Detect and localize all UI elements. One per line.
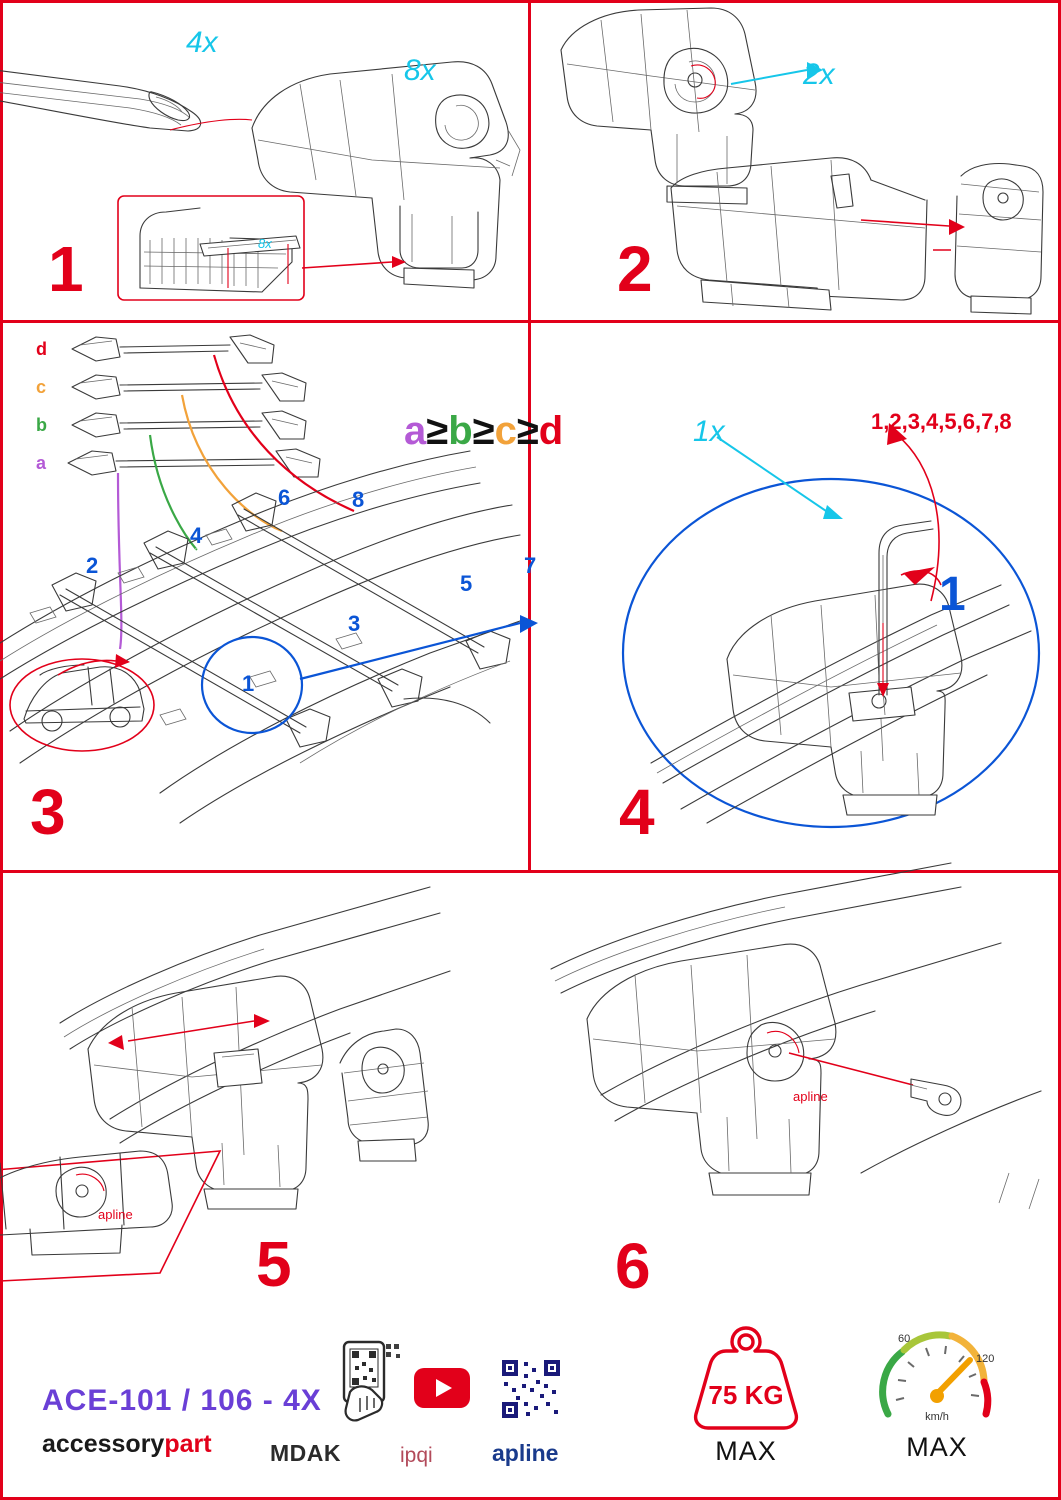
qr-code-icon[interactable] bbox=[500, 1358, 562, 1420]
mount-number-8: 8 bbox=[352, 487, 365, 512]
footer bbox=[0, 1300, 1061, 1500]
ineq-c: c bbox=[494, 409, 517, 453]
legend-letter-c: c bbox=[36, 377, 47, 397]
legend-letter-b: b bbox=[36, 415, 47, 435]
step-4-zoom-circle bbox=[623, 479, 1039, 827]
step-6-panel bbox=[531, 873, 1061, 1302]
svg-text:apline: apline bbox=[98, 1207, 133, 1222]
step-4-qty-1x: 1x bbox=[693, 415, 725, 448]
ineq-op1: ≥ bbox=[426, 409, 449, 453]
mount-number-1: 1 bbox=[242, 671, 255, 696]
step-2-qty-2x: 2x bbox=[803, 58, 835, 91]
weight-value: 75 KG bbox=[708, 1380, 784, 1410]
mini-car-frame bbox=[10, 659, 154, 751]
speed-tick-120: 120 bbox=[976, 1353, 995, 1365]
youtube-icon[interactable] bbox=[414, 1368, 470, 1408]
partner-logo-ipqi[interactable] bbox=[400, 1444, 433, 1468]
weight-max-label: MAX bbox=[715, 1436, 777, 1466]
step-3-illustration bbox=[0, 323, 537, 869]
weight-limit-icon-group bbox=[686, 1322, 806, 1467]
step-5-number: 5 bbox=[256, 1228, 290, 1300]
mount-number-5: 5 bbox=[460, 571, 473, 596]
sequence-text: 1,2,3,4,5,6,7,8 bbox=[871, 409, 1012, 434]
ineq-d: d bbox=[538, 409, 564, 453]
step-4-sequence bbox=[871, 409, 1012, 435]
speed-tick-60: 60 bbox=[898, 1333, 911, 1345]
product-code: ACE-101 / 106 - 4X bbox=[42, 1384, 322, 1417]
speed-unit: km/h bbox=[925, 1411, 949, 1423]
partner-logo-mdak[interactable] bbox=[270, 1440, 341, 1467]
speedometer-icon bbox=[872, 1318, 1002, 1430]
mount-number-2: 2 bbox=[86, 553, 99, 578]
partner-mdak-label: MDAK bbox=[270, 1440, 341, 1466]
svg-text:apline: apline bbox=[793, 1089, 828, 1104]
step-4-illustration bbox=[531, 323, 1061, 869]
ineq-op3: ≥ bbox=[516, 409, 539, 453]
ineq-a: a bbox=[404, 409, 427, 453]
weight-icon bbox=[686, 1322, 806, 1430]
legend-letter-a: a bbox=[36, 453, 47, 473]
step-2-illustration bbox=[531, 0, 1061, 320]
ineq-op2: ≥ bbox=[472, 409, 495, 453]
brand-logo bbox=[42, 1430, 212, 1459]
step-1-qty-4x: 4x bbox=[186, 26, 218, 59]
step-1-panel bbox=[0, 0, 530, 320]
mount-number-3: 3 bbox=[348, 611, 361, 636]
speed-limit-icon-group bbox=[872, 1318, 1002, 1463]
step-3-panel bbox=[0, 323, 564, 869]
step-2-panel bbox=[531, 0, 1061, 320]
step-6-number: 6 bbox=[615, 1230, 649, 1302]
step-3-number: 3 bbox=[30, 776, 64, 848]
partner-apline-label: apline bbox=[492, 1440, 559, 1466]
legend-letter-d: d bbox=[36, 339, 47, 359]
brand-suffix: part bbox=[164, 1430, 212, 1458]
mount-number-7: 7 bbox=[524, 553, 537, 578]
ineq-b: b bbox=[448, 409, 473, 453]
qr-phone-icon[interactable] bbox=[336, 1340, 406, 1432]
step-1-number: 1 bbox=[48, 233, 82, 305]
step-4-number: 4 bbox=[619, 776, 653, 848]
brand-prefix: accessory bbox=[42, 1430, 165, 1458]
mount-number-6: 6 bbox=[278, 485, 291, 510]
partner-ipqi-label: ipqi bbox=[400, 1444, 433, 1467]
mount-number-4: 4 bbox=[190, 523, 203, 548]
step-1-inset-qty: 8x bbox=[258, 236, 272, 251]
step-4-panel bbox=[531, 323, 1061, 869]
step-6-illustration bbox=[531, 873, 1061, 1293]
step-5-panel bbox=[0, 873, 530, 1300]
step-2-number: 2 bbox=[617, 233, 651, 305]
speed-max-label: MAX bbox=[906, 1432, 968, 1462]
step-1-qty-8x: 8x bbox=[404, 54, 436, 87]
partner-logo-apline[interactable] bbox=[492, 1440, 558, 1467]
step-4-big-number: 1 bbox=[939, 568, 966, 621]
